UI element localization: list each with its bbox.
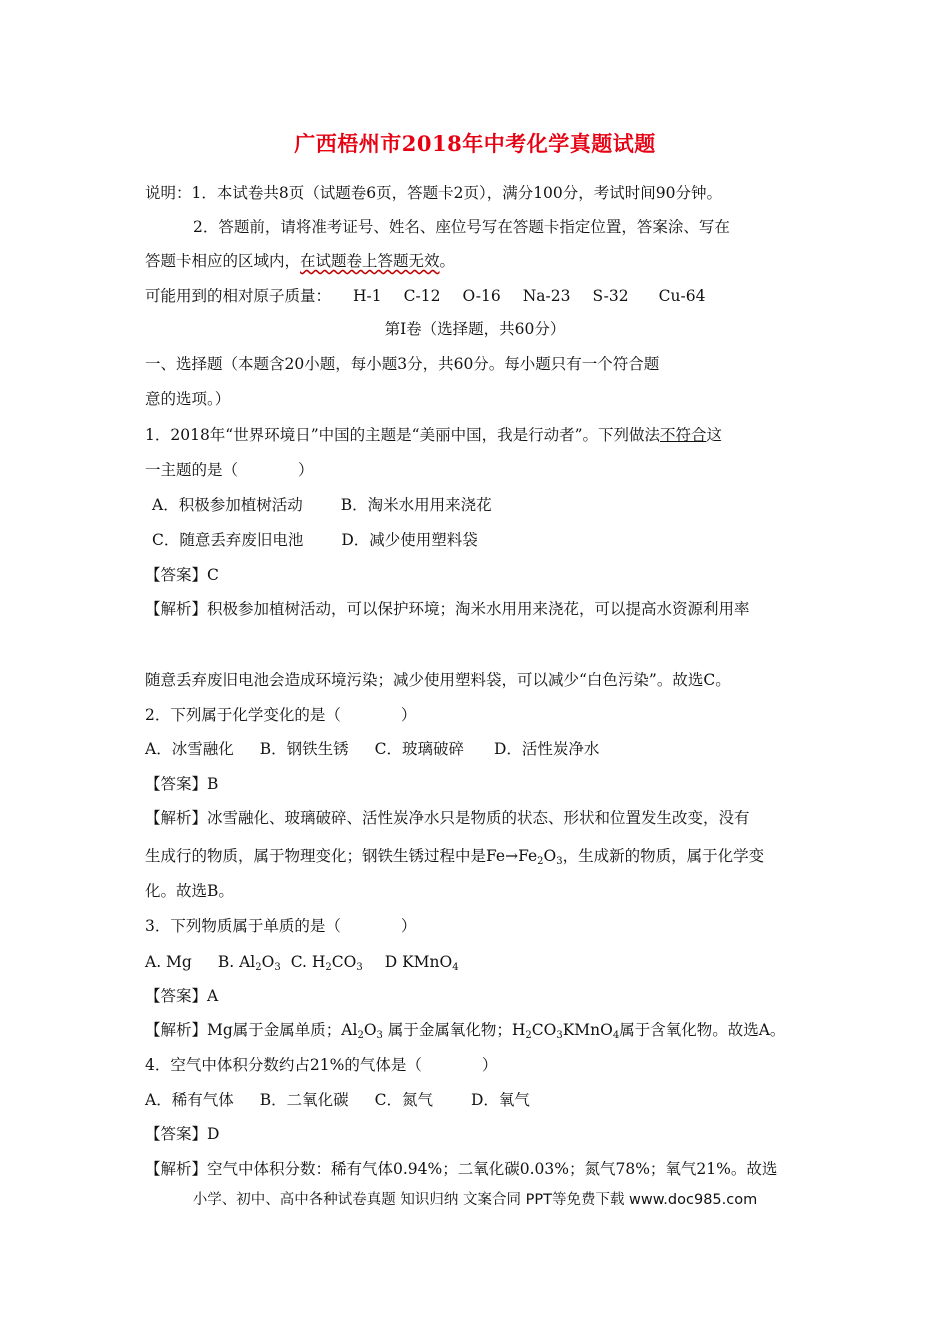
question-2-analysis-line-3: 化。故选B。 xyxy=(145,882,234,900)
question-2-stem-text: 2．下列属于化学变化的是（ xyxy=(145,706,341,724)
question-4-options xyxy=(145,1089,530,1111)
instructions-line-3 xyxy=(145,250,455,272)
question-2-stem xyxy=(145,704,416,726)
subscript: 2 xyxy=(325,962,332,973)
subscript: 3 xyxy=(356,962,363,973)
question-1-option-d: D．减少使用塑料袋 xyxy=(341,531,478,549)
question-4-option-c: C．氮气 xyxy=(374,1091,433,1109)
question-3-option-b xyxy=(218,953,281,971)
question-1-stem-text: 1．2018年“世界环境日”中国的主题是“美丽中国，我是行动者”。下列做法 xyxy=(145,426,661,444)
question-3-option-d xyxy=(385,953,459,971)
question-2-analysis-line-2 xyxy=(145,845,764,867)
question-3-option-c xyxy=(291,953,363,971)
question-1-stem xyxy=(145,424,722,446)
subscript: 4 xyxy=(452,962,459,973)
question-3-stem xyxy=(145,915,416,937)
analysis-text-d: CO xyxy=(531,1021,557,1039)
question-1-option-c: C．随意丢弃废旧电池 xyxy=(152,531,304,549)
section-heading-line-1: 一、选择题（本题含20小题，每小题3分，共60分。每小题只有一个符合题 xyxy=(145,355,660,373)
subscript: 3 xyxy=(274,962,281,973)
question-4-stem xyxy=(145,1054,497,1076)
atomic-mass-o: O-16 xyxy=(462,287,501,305)
atomic-mass-cu: Cu-64 xyxy=(658,287,706,305)
question-2-analysis-line-1: 【解析】冰雪融化、玻璃破碎、活性炭净水只是物质的状态、形状和位置发生改变，没有 xyxy=(145,809,750,827)
atomic-mass-na: Na-23 xyxy=(522,287,571,305)
question-4-bracket-close: ） xyxy=(481,1056,498,1074)
question-2-bracket-close: ） xyxy=(400,706,417,724)
atomic-mass-label: 可能用到的相对原子质量： xyxy=(145,287,332,305)
question-3-analysis xyxy=(145,1019,785,1041)
question-1-options-row-1 xyxy=(152,494,492,516)
question-4-analysis: 【解析】空气中体积分数：稀有气体0.94%；二氧化碳0.03%；氮气78%；氧气21%。故选 xyxy=(145,1160,778,1178)
question-4-answer: 【答案】D xyxy=(145,1125,220,1143)
question-1-options-row-2 xyxy=(152,529,478,551)
part-heading: 第Ⅰ卷（选择题，共60分） xyxy=(384,320,566,338)
option-b-text-b: O xyxy=(261,953,275,971)
question-3-bracket-close: ） xyxy=(400,917,417,935)
question-1-bracket-close: ） xyxy=(298,461,314,479)
question-2-options xyxy=(145,738,599,760)
question-3-option-a: A. Mg xyxy=(145,953,192,971)
question-2-analysis-text-c: ，生成新的物质，属于化学变 xyxy=(562,847,765,865)
atomic-mass-h: H-1 xyxy=(353,287,382,305)
subscript: 2 xyxy=(357,1030,364,1041)
instructions-line-2: 2．答题前，请将准考证号、姓名、座位号写在答题卡指定位置，答案涂、写在 xyxy=(193,218,730,236)
question-2-option-b: B．钢铁生锈 xyxy=(259,740,349,758)
atomic-mass-line xyxy=(145,285,705,307)
question-4-option-d: D．氧气 xyxy=(470,1091,530,1109)
analysis-text-f: 属于含氧化物。故选A。 xyxy=(619,1021,786,1039)
question-1-analysis-line-1: 【解析】积极参加植树活动，可以保护环境；淘米水用用来浇花，可以提高水资源利用率 xyxy=(145,600,750,618)
question-2-option-a: A．冰雪融化 xyxy=(145,740,234,758)
instructions-emphasis: 在试题卷上答题无效 xyxy=(300,252,440,270)
subscript: 3 xyxy=(376,1030,383,1041)
instructions-line-3-end: 。 xyxy=(439,252,456,270)
question-1-stem-line-2 xyxy=(145,459,314,481)
document-title: 广西梧州市2018年中考化学真题试题 xyxy=(294,131,656,156)
instructions-line-1: 说明：1．本试卷共8页（试题卷6页，答题卡2页），满分100分，考试时间90分钟。 xyxy=(145,184,723,202)
question-2-option-d: D．活性炭净水 xyxy=(493,740,600,758)
question-1-stem-line-2-text: 一主题的是（ xyxy=(145,461,239,479)
section-heading-line-2: 意的选项。） xyxy=(145,390,231,408)
subscript: 4 xyxy=(612,1030,620,1041)
subscript: 2 xyxy=(537,856,544,867)
analysis-text-b: O xyxy=(363,1021,377,1039)
analysis-text-c: 属于金属氧化物；H xyxy=(382,1021,526,1039)
atomic-mass-s: S-32 xyxy=(592,287,629,305)
question-3-answer: 【答案】A xyxy=(145,987,219,1005)
question-2-option-c: C．玻璃破碎 xyxy=(374,740,464,758)
question-3-stem-text: 3．下列物质属于单质的是（ xyxy=(145,917,341,935)
option-d-text-a: D KMnO xyxy=(384,953,453,971)
question-4-option-b: B．二氧化碳 xyxy=(259,1091,349,1109)
analysis-text-a: 【解析】Mg属于金属单质；Al xyxy=(145,1021,358,1039)
question-2-analysis-text-a: 生成行的物质，属于物理变化；钢铁生锈过程中是Fe→Fe xyxy=(145,847,538,865)
question-3-options xyxy=(145,951,459,973)
question-2-analysis-text-b: O xyxy=(543,847,557,865)
page-footer: 小学、初中、高中各种试卷真题 知识归纳 文案合同 PPT等免费下载 www.doc985.com xyxy=(192,1192,758,1208)
subscript: 2 xyxy=(525,1030,532,1041)
subscript: 3 xyxy=(556,1030,563,1041)
question-4-stem-text: 4．空气中体积分数约占21%的气体是（ xyxy=(145,1056,422,1074)
option-c-text-b: CO xyxy=(331,953,357,971)
question-4-option-a: A．稀有气体 xyxy=(145,1091,234,1109)
question-1-option-b: B．淘米水用用来浇花 xyxy=(340,496,492,514)
question-1-answer: 【答案】C xyxy=(145,566,219,584)
question-2-answer: 【答案】B xyxy=(145,775,219,793)
analysis-text-e: KMnO xyxy=(562,1021,613,1039)
question-1-analysis-line-2: 随意丢弃废旧电池会造成环境污染；减少使用塑料袋，可以减少“白色污染”。故选C。 xyxy=(145,671,731,689)
option-c-text-a: C. H xyxy=(290,953,326,971)
atomic-mass-c: C-12 xyxy=(403,287,441,305)
question-1-emphasis: 不符合 xyxy=(660,426,707,444)
question-1-option-a: A．积极参加植树活动 xyxy=(152,496,303,514)
instructions-line-3-text: 答题卡相应的区域内， xyxy=(145,252,301,270)
subscript: 2 xyxy=(255,962,262,973)
question-1-stem-end: 这 xyxy=(706,426,723,444)
option-b-text-a: B. Al xyxy=(217,953,256,971)
subscript: 3 xyxy=(556,856,563,867)
